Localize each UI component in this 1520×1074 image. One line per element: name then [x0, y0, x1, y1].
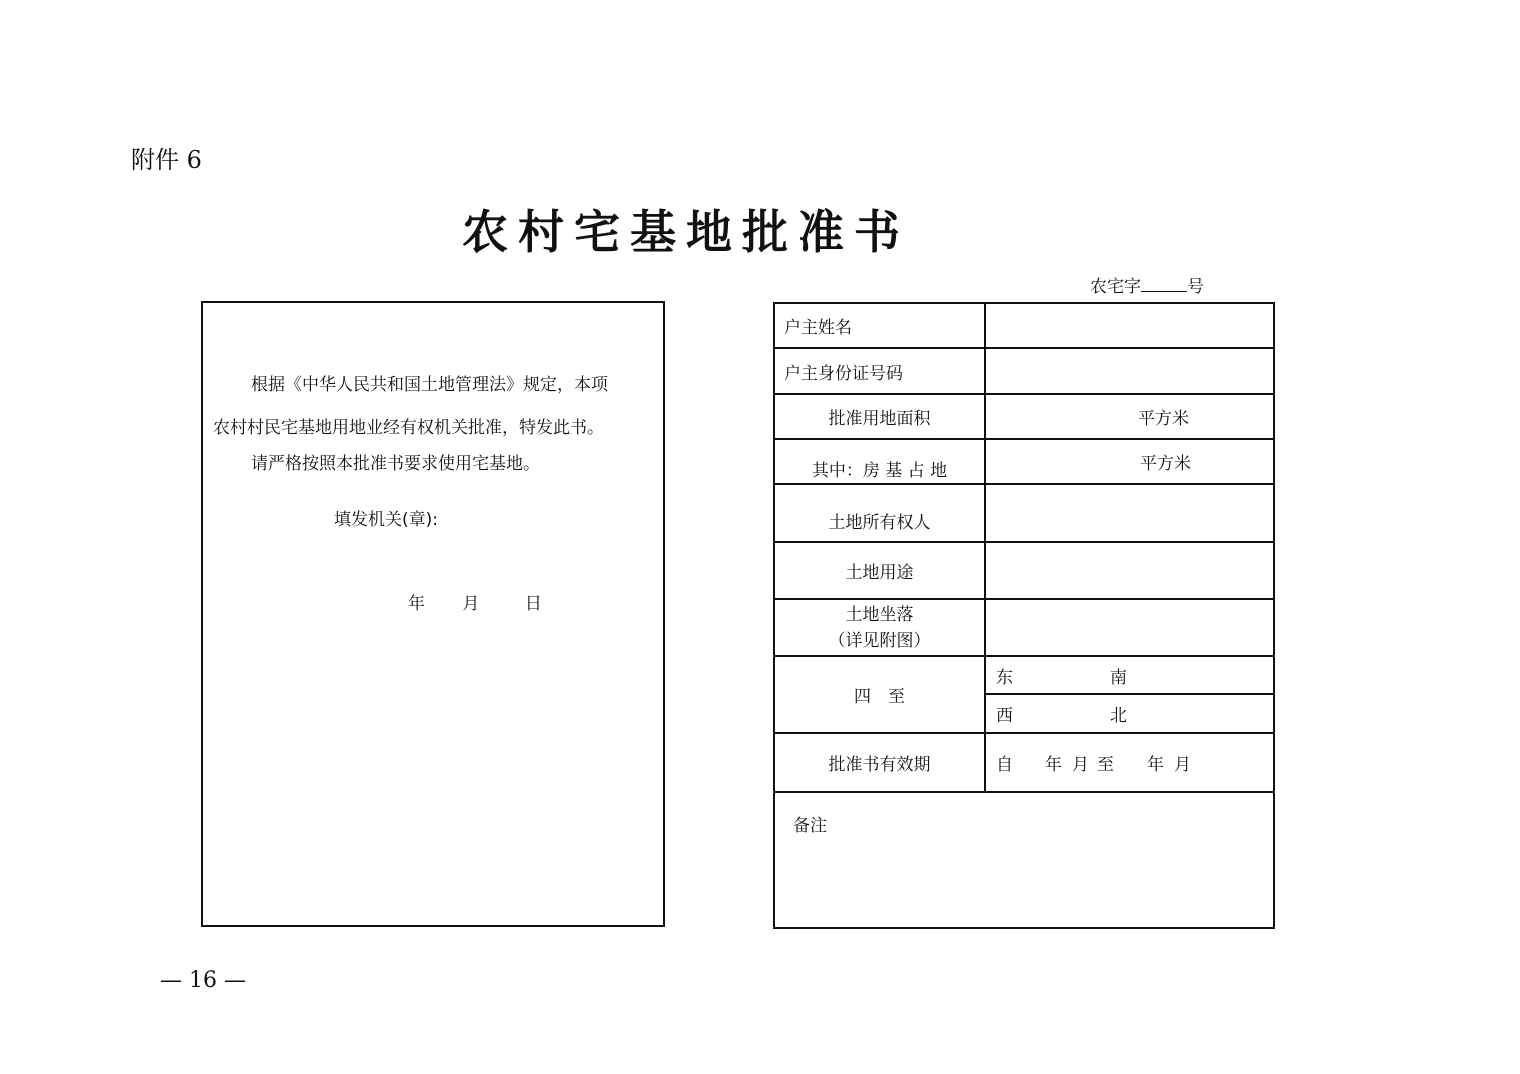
land-location-label-text: 土地坐落 — [845, 604, 914, 625]
owner-name-label: 户主姓名 — [775, 304, 986, 347]
land-owner-field[interactable] — [986, 485, 1273, 541]
row-boundaries — [775, 657, 1273, 734]
document-number-blank[interactable] — [1141, 277, 1187, 292]
validity-from: 自 — [996, 755, 1013, 775]
boundaries-label: 四 至 — [775, 657, 986, 732]
approved-area-field[interactable] — [986, 395, 1273, 438]
document-title: 农村宅基地批准书 — [462, 205, 910, 259]
validity-month-1: 月 — [1072, 755, 1089, 775]
owner-name-field[interactable] — [986, 304, 1273, 347]
land-owner-label: 土地所有权人 — [775, 485, 986, 541]
boundary-east-label: 东 — [996, 667, 1013, 688]
approved-area-unit: 平方米 — [1138, 409, 1189, 429]
remarks-label: 备注 — [793, 816, 827, 836]
boundaries-field — [986, 657, 1273, 732]
row-remarks[interactable] — [775, 793, 1273, 927]
building-area-label: 其中：房 基 占 地 — [775, 440, 986, 483]
validity-label: 批准书有效期 — [775, 734, 986, 791]
row-owner-id — [775, 349, 1273, 395]
document-number-prefix: 农宅字 — [1090, 277, 1141, 297]
row-land-owner — [775, 485, 1273, 543]
issuing-authority: 填发机关(章): — [334, 510, 438, 530]
approval-statement-panel — [201, 301, 665, 927]
row-validity — [775, 734, 1273, 793]
validity-year-1: 年 — [1045, 755, 1062, 775]
validity-year-2: 年 — [1147, 755, 1164, 775]
attachment-label: 附件 6 — [131, 146, 202, 174]
validity-to: 至 — [1097, 755, 1114, 775]
page-number: — 16 — — [160, 968, 246, 993]
boundary-north-label: 北 — [1110, 706, 1127, 726]
building-area-unit: 平方米 — [1140, 454, 1191, 474]
boundary-west-north[interactable] — [986, 695, 1273, 732]
row-approved-area — [775, 395, 1273, 440]
boundary-east-south[interactable] — [986, 657, 1273, 695]
row-land-use — [775, 543, 1273, 600]
issue-date-year: 年 — [408, 594, 425, 614]
land-location-label — [775, 600, 986, 655]
statement-line-1: 根据《中华人民共和国土地管理法》规定，本项 — [251, 375, 608, 395]
row-land-location — [775, 600, 1273, 657]
approved-area-label: 批准用地面积 — [775, 395, 986, 438]
boundary-south-label: 南 — [1110, 667, 1127, 688]
owner-id-field[interactable] — [986, 349, 1273, 393]
row-owner-name — [775, 304, 1273, 349]
document-number-suffix: 号 — [1187, 277, 1204, 297]
issue-date-month: 月 — [462, 594, 480, 614]
statement-line-3: 请严格按照本批准书要求使用宅基地。 — [251, 454, 540, 474]
owner-id-label: 户主身份证号码 — [775, 349, 986, 393]
document-number — [1090, 272, 1204, 297]
validity-field[interactable] — [986, 734, 1273, 791]
issue-date — [408, 589, 542, 614]
land-use-field[interactable] — [986, 543, 1273, 598]
boundary-west-label: 西 — [996, 706, 1013, 726]
building-area-field[interactable] — [986, 440, 1273, 483]
land-location-field[interactable] — [986, 600, 1273, 655]
statement-line-2: 农村村民宅基地用地业经有权机关批准，特发此书。 — [213, 418, 604, 438]
validity-month-2: 月 — [1174, 755, 1191, 775]
issue-date-day: 日 — [524, 594, 542, 614]
land-location-note: （详见附图） — [828, 630, 931, 651]
land-use-label: 土地用途 — [775, 543, 986, 598]
approval-details-table — [773, 302, 1275, 929]
row-building-area — [775, 440, 1273, 485]
